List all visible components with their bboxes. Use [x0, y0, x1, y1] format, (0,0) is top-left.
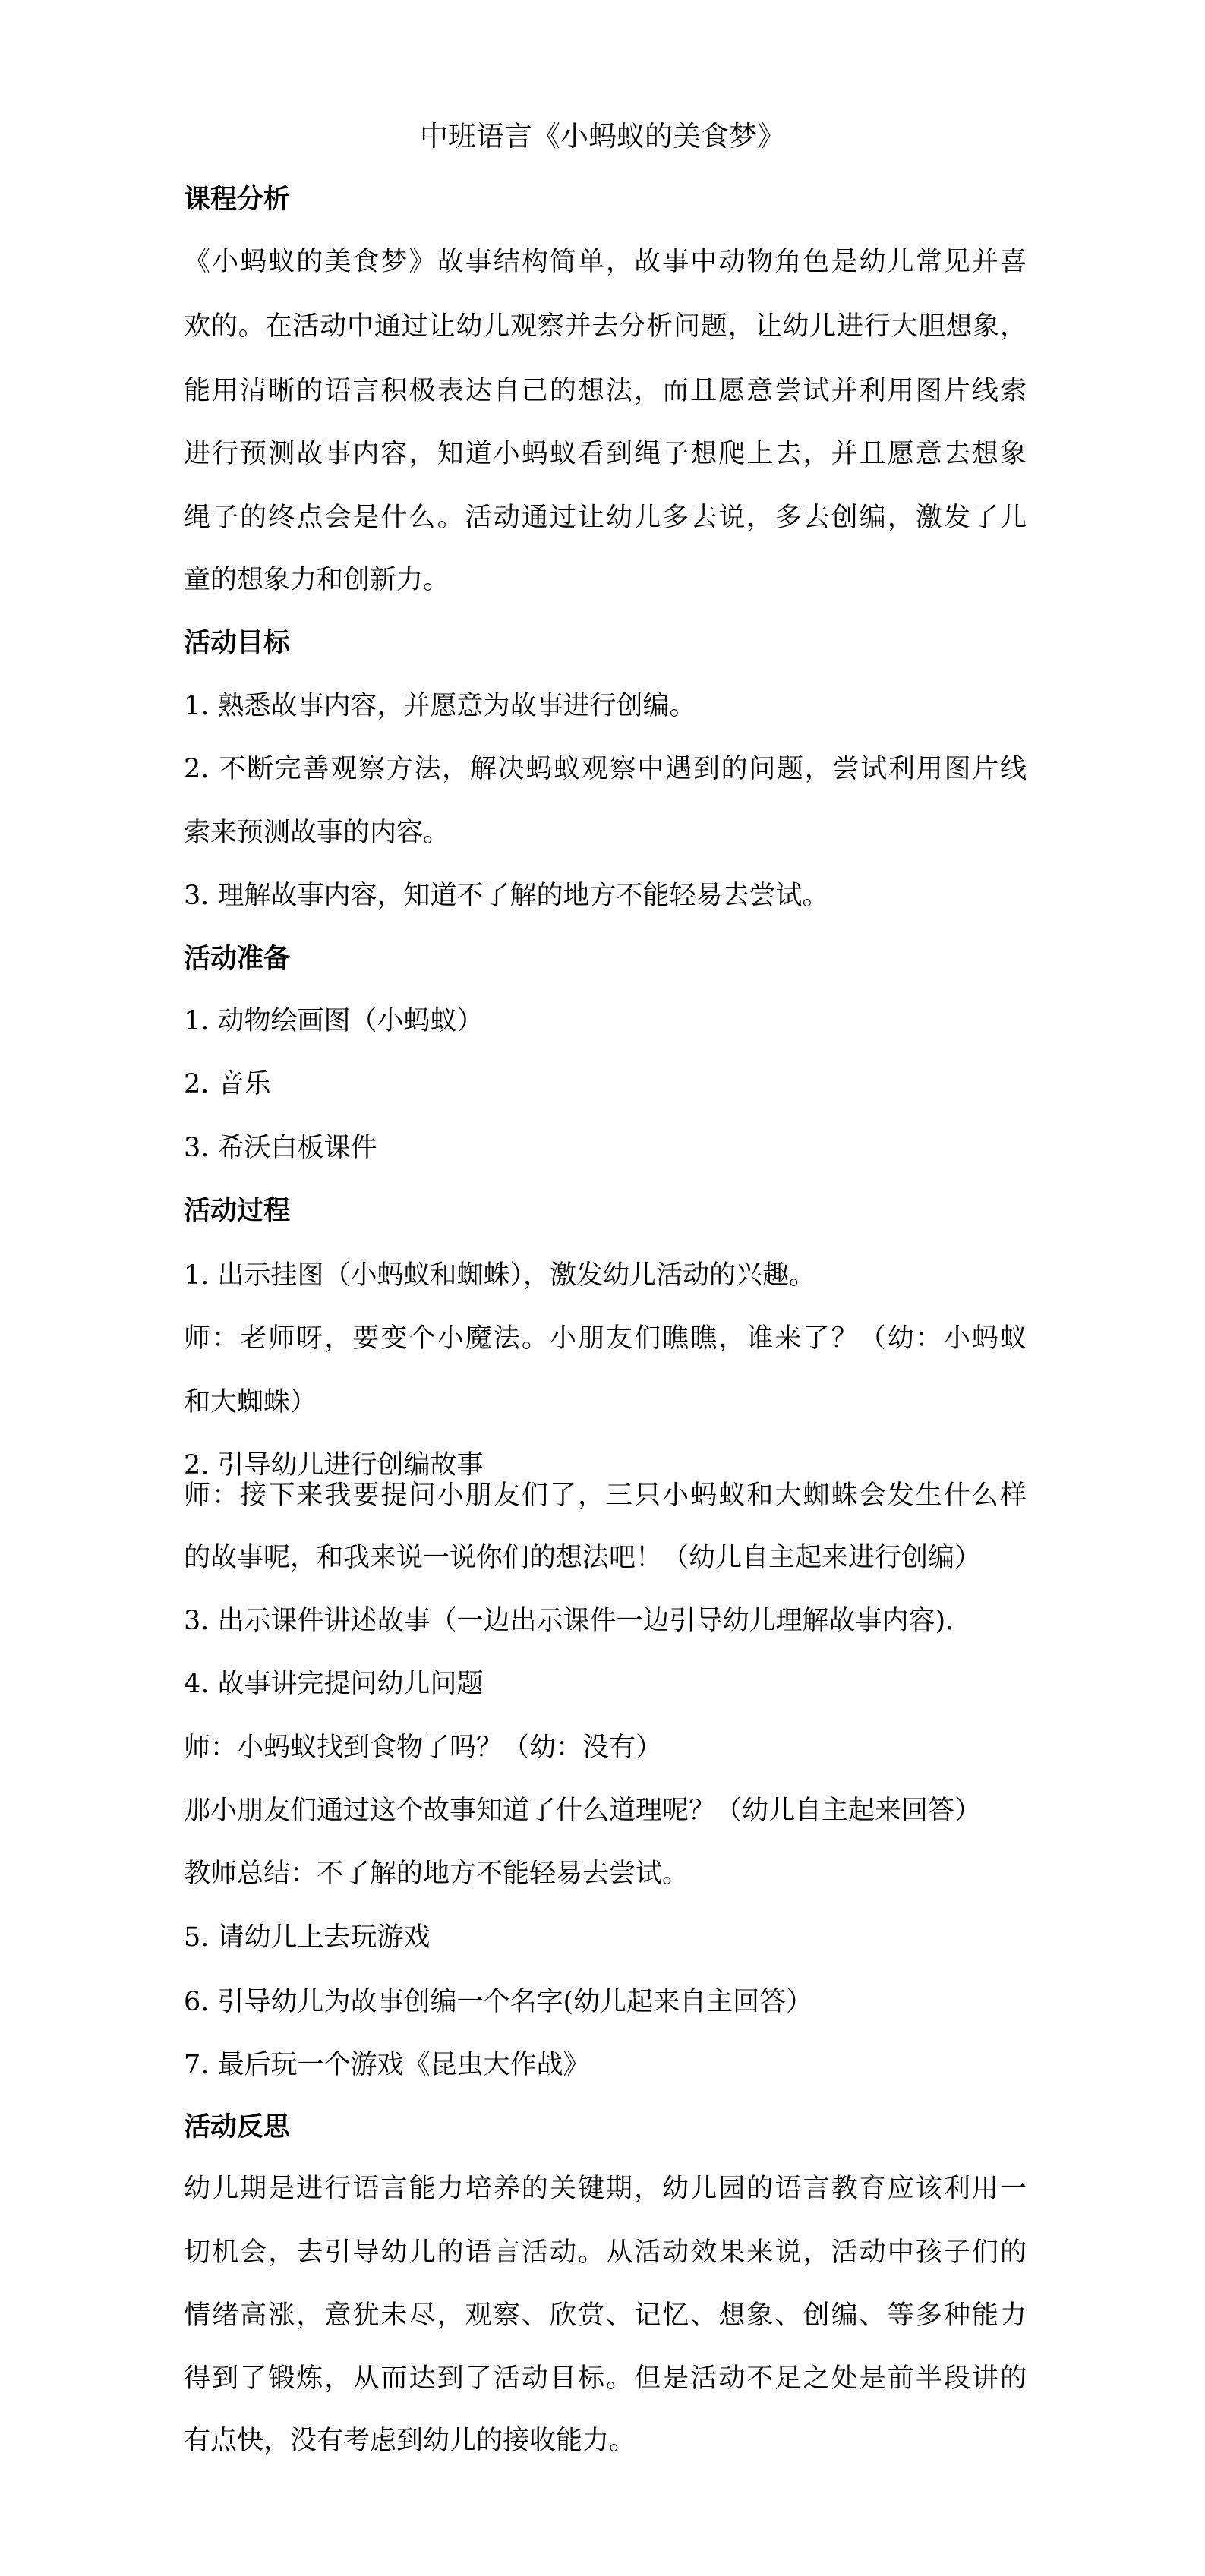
list-item: 3. 希沃白板课件 [184, 1133, 377, 1163]
paragraph-line: 绳子的终点会是什么。活动通过让幼儿多去说，多去创编，激发了儿 [184, 503, 1027, 533]
list-item: 6. 引导幼儿为故事创编一个名字(幼儿起来自主回答） [184, 1987, 813, 2017]
paragraph-line: 切机会，去引导幼儿的语言活动。从活动效果来说，活动中孩子们的 [184, 2237, 1027, 2268]
dialogue-line: 师：小蚂蚁找到食物了吗？（幼：没有） [184, 1733, 663, 1763]
list-item: 2. 不断完善观察方法，解决蚂蚁观察中遇到的问题，尝试利用图片线 [184, 754, 1027, 784]
paragraph-line: 有点快，没有考虑到幼儿的接收能力。 [184, 2426, 636, 2456]
paragraph-line: 《小蚂蚁的美食梦》故事结构简单，故事中动物角色是幼儿常见并喜 [184, 247, 1027, 277]
list-item: 2. 引导幼儿进行创编故事 [184, 1450, 484, 1480]
list-item: 2. 音乐 [184, 1069, 271, 1099]
paragraph-line: 欢的。在活动中通过让幼儿观察并去分析问题，让幼儿进行大胆想象， [184, 311, 1027, 342]
section-heading-course-analysis: 课程分析 [184, 184, 291, 215]
dialogue-line-continuation: 和大蜘蛛） [184, 1387, 317, 1417]
paragraph-line: 情绪高涨，意犹未尽，观察、欣赏、记忆、想象、创编、等多种能力 [184, 2300, 1027, 2331]
paragraph-line: 得到了锻炼，从而达到了活动目标。但是活动不足之处是前半段讲的 [184, 2363, 1027, 2394]
dialogue-line-continuation: 的故事呢，和我来说一说你们的想法吧！（幼儿自主起来进行创编） [184, 1543, 982, 1573]
document-title: 中班语言《小蚂蚁的美食梦》 [420, 120, 785, 153]
dialogue-line: 师：接下来我要提问小朋友们了，三只小蚂蚁和大蜘蛛会发生什么样 [184, 1480, 1027, 1511]
dialogue-line: 师：老师呀，要变个小魔法。小朋友们瞧瞧，谁来了？（幼：小蚂蚁 [184, 1323, 1027, 1354]
paragraph-line: 能用清晰的语言积极表达自己的想法，而且愿意尝试并利用图片线索 [184, 376, 1027, 406]
list-item: 3. 出示课件讲述故事（一边出示课件一边引导幼儿理解故事内容). [184, 1606, 954, 1636]
section-heading-activity-goals: 活动目标 [184, 627, 291, 658]
section-heading-activity-process: 活动过程 [184, 1195, 291, 1226]
list-item: 1. 熟悉故事内容，并愿意为故事进行创编。 [184, 691, 696, 721]
section-heading-activity-preparation: 活动准备 [184, 943, 291, 974]
paragraph-line: 童的想象力和创新力。 [184, 565, 450, 595]
list-item: 1. 动物绘画图（小蚂蚁） [184, 1006, 484, 1036]
list-item: 1. 出示挂图（小蚂蚁和蜘蛛），激发幼儿活动的兴趣。 [184, 1260, 816, 1291]
paragraph-line: 幼儿期是进行语言能力培养的关键期，幼儿园的语言教育应该利用一 [184, 2174, 1027, 2204]
list-item: 4. 故事讲完提问幼儿问题 [184, 1669, 484, 1699]
paragraph-line: 进行预测故事内容，知道小蚂蚁看到绳子想爬上去，并且愿意去想象 [184, 439, 1027, 469]
dialogue-line: 那小朋友们通过这个故事知道了什么道理呢？（幼儿自主起来回答） [184, 1796, 982, 1826]
list-item: 3. 理解故事内容，知道不了解的地方不能轻易去尝试。 [184, 881, 829, 911]
section-heading-activity-reflection: 活动反思 [184, 2111, 291, 2142]
list-item: 5. 请幼儿上去玩游戏 [184, 1922, 431, 1953]
list-item: 7. 最后玩一个游戏《昆虫大作战》 [184, 2050, 590, 2080]
list-item-continuation: 索来预测故事的内容。 [184, 818, 450, 848]
summary-line: 教师总结：不了解的地方不能轻易去尝试。 [184, 1859, 689, 1889]
